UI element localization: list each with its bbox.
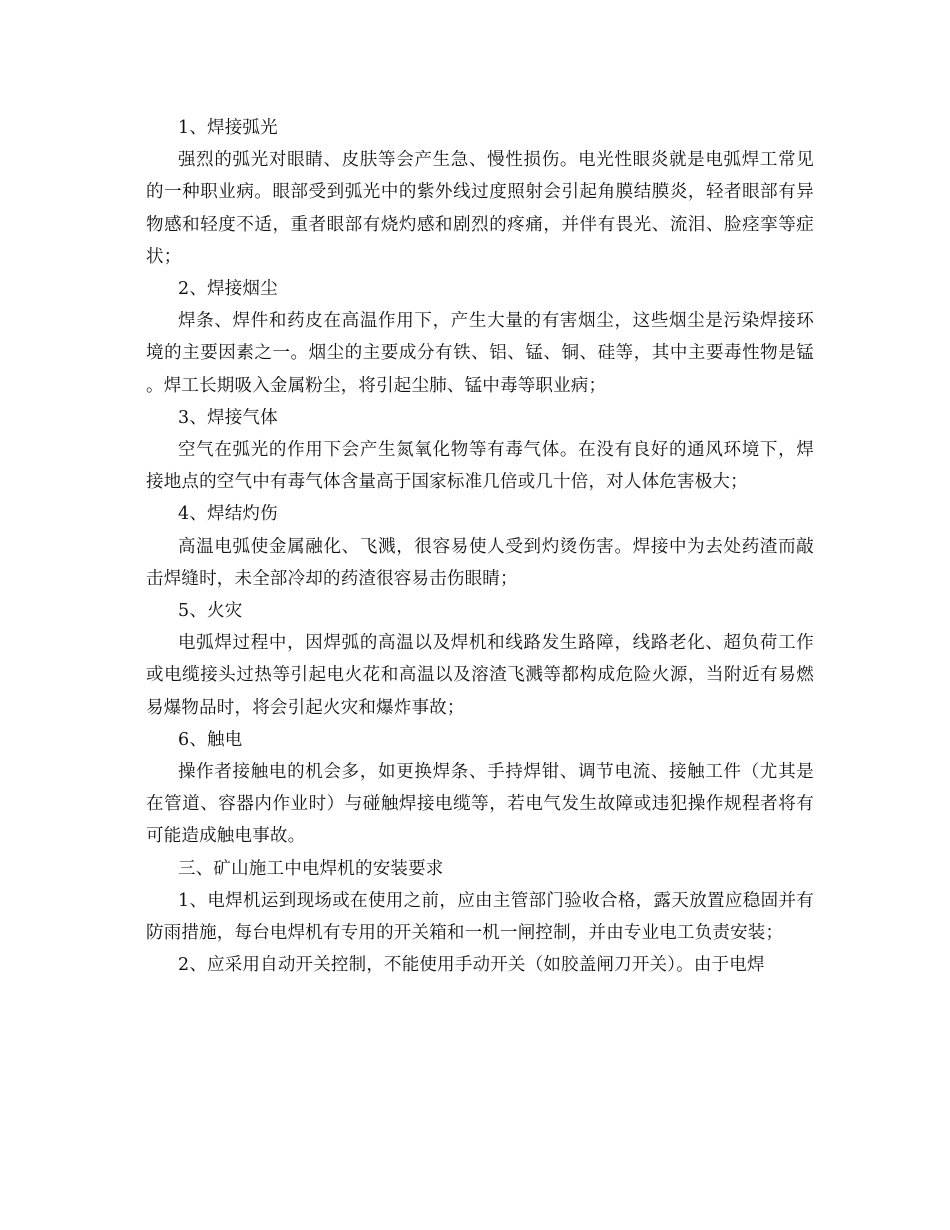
section-heading-electric-shock: 6、触电 xyxy=(178,729,243,750)
paragraph-installation-1: 1、电焊机运到现场或在使用之前，应由主管部门验收合格，露天放置应稳固并有防雨措施，每台电焊机有专用的开关箱和一机一闸控制，并由专业电工负责安装； xyxy=(146,890,814,944)
paragraph-electric-shock: 操作者接触电的机会多，如更换焊条、手持焊钳、调节电流、接触工件（尤其是在管道、容器内作业时）与碰触焊接电缆等，若电气发生故障或违犯操作规程者将有可能造成触电事故。 xyxy=(146,762,814,847)
chapter-heading-installation-requirements: 三、矿山施工中电焊机的安装要求 xyxy=(178,858,444,879)
section-heading-welding-arc: 1、焊接弧光 xyxy=(178,118,278,138)
document-page xyxy=(146,112,814,981)
section-heading-welding-burn: 4、焊结灼伤 xyxy=(178,504,278,525)
paragraph-welding-gas: 空气在弧光的作用下会产生氮氧化物等有毒气体。在没有良好的通风环境下，焊接地点的空气中有毒气体含量高于国家标准几倍或几十倍，对人体危害极大； xyxy=(146,440,814,493)
paragraph-welding-burn: 高温电弧使金属融化、飞溅，很容易使人受到灼烫伤害。焊接中为去处药渣而敲击焊缝时，未全部冷却的药渣很容易击伤眼睛； xyxy=(146,536,814,589)
paragraph-fire: 电弧焊过程中，因焊弧的高温以及焊机和线路发生路障，线路老化、超负荷工作或电缆接头过热等引起电火花和高温以及溶渣飞溅等都构成危险火源，当附近有易燃易爆物品时，将会引起火灾和爆炸事故； xyxy=(146,633,814,718)
section-heading-fire: 5、火灾 xyxy=(178,601,243,622)
paragraph-installation-2: 2、应采用自动开关控制，不能使用手动开关（如胶盖闸刀开关）。由于电焊 xyxy=(178,955,765,976)
section-heading-welding-fume: 2、焊接烟尘 xyxy=(178,279,278,300)
section-heading-welding-gas: 3、焊接气体 xyxy=(178,407,278,428)
paragraph-welding-arc: 强烈的弧光对眼睛、皮肤等会产生急、慢性损伤。电光性眼炎就是电弧焊工常见的一种职业病。眼部受到弧光中的紫外线过度照射会引起角膜结膜炎，轻者眼部有异物感和轻度不适，重者眼部有烧灼感和剧烈的疼痛，并伴有畏光、流泪、脸痉挛等症状； xyxy=(146,150,814,267)
paragraph-welding-fume: 焊条、焊件和药皮在高温作用下，产生大量的有害烟尘，这些烟尘是污染焊接环境的主要因素之一。烟尘的主要成分有铁、铝、锰、铜、硅等，其中主要毒性物是锰。焊工长期吸入金属粉尘，将引起尘肺、锰中毒等职业病； xyxy=(146,311,814,396)
